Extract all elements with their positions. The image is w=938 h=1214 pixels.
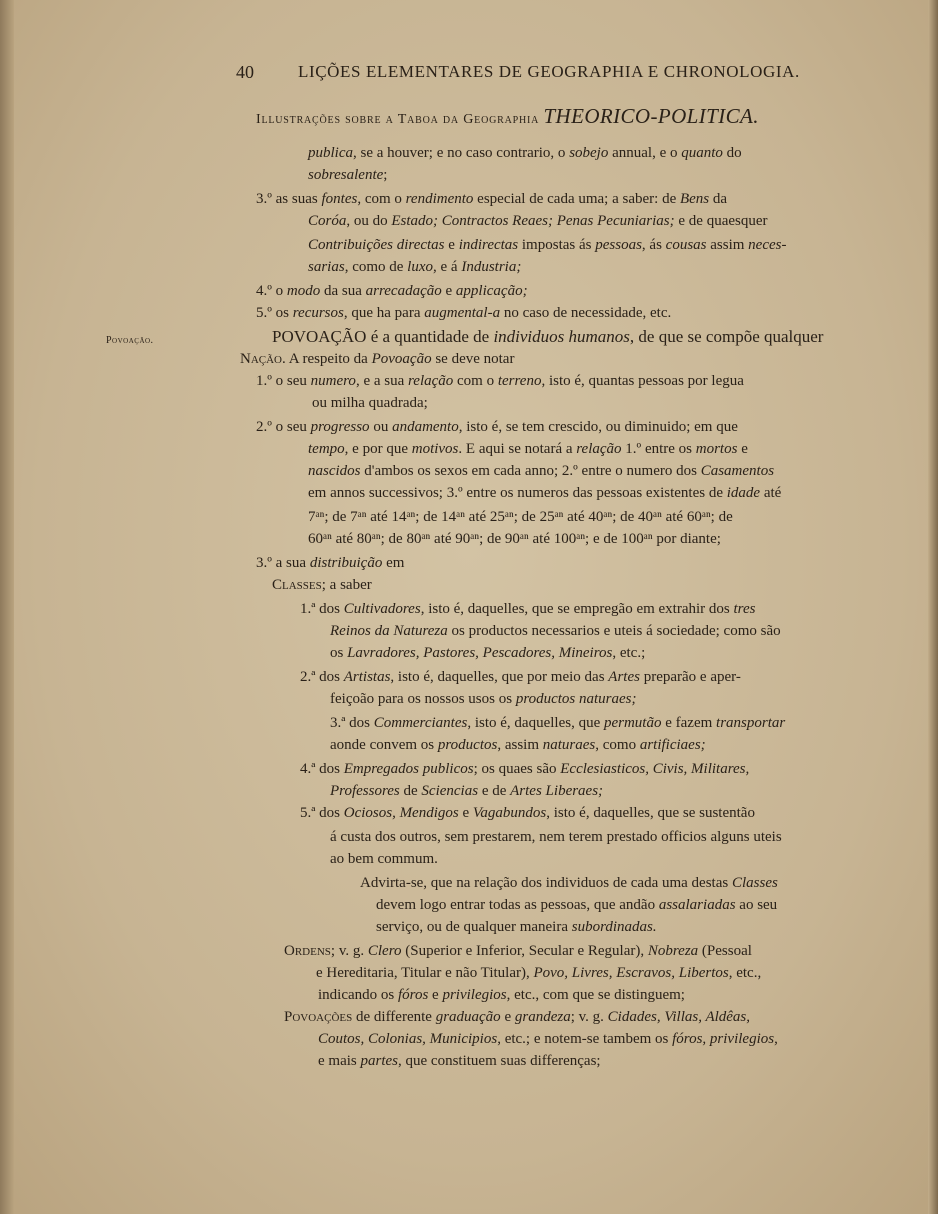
italic-segment: Industria; bbox=[461, 259, 522, 275]
text-segment: , isto é, daquelles, que se sustentão bbox=[546, 805, 755, 821]
italic-segment: productos bbox=[437, 737, 498, 753]
text-line bbox=[330, 688, 637, 710]
text-line bbox=[272, 574, 372, 596]
text-segment: , e á bbox=[433, 259, 462, 275]
text-line bbox=[330, 826, 782, 848]
italic-segment: tres bbox=[733, 601, 756, 617]
italic-segment: arrecadação bbox=[365, 283, 442, 299]
italic-segment: partes bbox=[360, 1053, 398, 1069]
text-segment: ou milha quadrada; bbox=[312, 395, 428, 411]
italic-segment: Clero bbox=[367, 943, 402, 959]
text-line bbox=[308, 210, 768, 232]
text-segment: serviço, ou de qualquer maneira bbox=[376, 919, 572, 935]
text-segment: , bbox=[774, 1031, 778, 1047]
italic-segment: rendimento bbox=[405, 191, 474, 207]
text-segment: e fazem bbox=[661, 715, 717, 731]
text-segment: , etc., com que se distinguem; bbox=[506, 987, 685, 1003]
text-segment: e bbox=[500, 1009, 515, 1025]
text-segment: , ou do bbox=[346, 213, 392, 229]
text-line bbox=[256, 302, 671, 324]
text-line bbox=[360, 872, 778, 894]
italic-segment: Ociosos, Mendigos bbox=[343, 805, 459, 821]
text-segment: d'ambos os sexos em cada anno; 2.º entre o numero dos bbox=[360, 463, 701, 479]
text-segment: de differente bbox=[352, 1009, 436, 1025]
text-line bbox=[300, 802, 755, 824]
text-segment: , de que se compõe qualquer bbox=[629, 327, 824, 346]
italic-segment: relação bbox=[408, 373, 454, 389]
text-segment: 7ᵃⁿ; de 7ᵃⁿ até 14ᵃⁿ; de 14ᵃⁿ até 25ᵃⁿ; de 25ᵃⁿ até 40ᵃⁿ; de 40ᵃⁿ até 60ᵃⁿ; de bbox=[308, 509, 733, 525]
italic-segment: progresso bbox=[310, 419, 370, 435]
italic-segment: fóros, privilegios bbox=[672, 1031, 775, 1047]
text-segment: assim bbox=[706, 237, 749, 253]
italic-segment: Artistas bbox=[343, 669, 391, 685]
text-line bbox=[240, 348, 514, 370]
text-segment: , isto é, daquelles, que por meio das bbox=[390, 669, 609, 685]
text-segment: 5.º os bbox=[256, 305, 293, 321]
text-line bbox=[256, 552, 404, 574]
text-line bbox=[308, 460, 774, 482]
text-segment: , isto é, quantas pessoas por legua bbox=[541, 373, 744, 389]
italic-segment: Professores bbox=[330, 783, 400, 799]
italic-segment: sobejo bbox=[569, 145, 609, 161]
italic-segment: luxo bbox=[407, 259, 433, 275]
italic-segment: privilegios bbox=[442, 987, 507, 1003]
text-segment: , com o bbox=[357, 191, 406, 207]
text-line bbox=[330, 620, 781, 642]
page-left-edge bbox=[0, 0, 14, 1214]
italic-segment: motivos bbox=[411, 441, 459, 457]
text-segment: . E aqui se notará a bbox=[458, 441, 577, 457]
text-segment: , etc.; bbox=[612, 645, 646, 661]
text-line bbox=[330, 848, 438, 870]
italic-segment: terreno bbox=[497, 373, 542, 389]
italic-segment: augmental-a bbox=[424, 305, 501, 321]
text-segment: da sua bbox=[320, 283, 366, 299]
text-line bbox=[308, 256, 521, 278]
smallcaps-segment: Ordens bbox=[284, 943, 331, 959]
italic-segment: nascidos bbox=[308, 463, 361, 479]
text-line bbox=[256, 370, 744, 392]
italic-segment: assalariadas bbox=[658, 897, 736, 913]
text-segment: de bbox=[399, 783, 422, 799]
text-segment: em annos successivos; 3.º entre os numeros das pessoas existentes de bbox=[308, 485, 727, 501]
text-line bbox=[376, 916, 657, 938]
text-segment: devem logo entrar todas as pessoas, que andão bbox=[376, 897, 659, 913]
smallcaps-segment: Classes bbox=[272, 577, 322, 593]
italic-segment: neces- bbox=[748, 237, 787, 253]
page-right-edge bbox=[928, 0, 938, 1214]
text-segment: preparão e aper- bbox=[639, 669, 741, 685]
text-segment: 3.ª dos bbox=[330, 715, 374, 731]
italic-segment: Cultivadores bbox=[343, 601, 421, 617]
text-segment: 1.ª dos bbox=[300, 601, 344, 617]
text-segment: ; os quaes são bbox=[473, 761, 561, 777]
italic-segment: indirectas bbox=[458, 237, 519, 253]
italic-segment: artificiaes; bbox=[639, 737, 706, 753]
text-line bbox=[256, 280, 528, 302]
italic-segment: Cidades, Villas, Aldêas, bbox=[607, 1009, 751, 1025]
text-segment: 3.º a sua bbox=[256, 555, 310, 571]
italic-segment: Coróa bbox=[308, 213, 347, 229]
text-segment: 3.º as suas bbox=[256, 191, 322, 207]
italic-segment: Povo, Livres, Escravos, Libertos bbox=[533, 965, 729, 981]
text-segment: ; v. g. bbox=[330, 943, 368, 959]
text-segment: 1.º entre os bbox=[621, 441, 696, 457]
text-line bbox=[316, 962, 761, 984]
italic-segment: relação bbox=[576, 441, 622, 457]
text-segment: da bbox=[709, 191, 728, 207]
text-segment: ao seu bbox=[735, 897, 778, 913]
text-segment: 4.º o bbox=[256, 283, 287, 299]
italic-segment: productos naturaes; bbox=[515, 691, 637, 707]
text-line bbox=[256, 416, 738, 438]
text-segment: no caso de necessidade, etc. bbox=[500, 305, 672, 321]
text-segment: 2.ª dos bbox=[300, 669, 344, 685]
smallcaps-segment: Povoações bbox=[284, 1009, 353, 1025]
text-segment: , como bbox=[595, 737, 640, 753]
italic-segment: pessoas bbox=[595, 237, 642, 253]
text-segment: e de quaesquer bbox=[674, 213, 768, 229]
italic-segment: fóros bbox=[398, 987, 429, 1003]
text-segment: aonde convem os bbox=[330, 737, 438, 753]
italic-segment: Estado; Contractos Reaes; Penas Pecuniarias; bbox=[391, 213, 675, 229]
italic-segment: Commerciantes bbox=[373, 715, 468, 731]
text-line bbox=[330, 642, 645, 664]
italic-segment: modo bbox=[286, 283, 321, 299]
text-segment: (Pessoal bbox=[698, 943, 752, 959]
italic-segment: Vagabundos bbox=[472, 805, 547, 821]
text-segment: e bbox=[737, 441, 748, 457]
text-line bbox=[284, 940, 752, 962]
italic-segment: Bens bbox=[679, 191, 710, 207]
page-number: 40 bbox=[236, 62, 254, 82]
text-segment: , como de bbox=[344, 259, 408, 275]
text-segment: , e a sua bbox=[355, 373, 408, 389]
italic-segment: sarias bbox=[308, 259, 345, 275]
text-segment: e bbox=[428, 987, 443, 1003]
text-line bbox=[318, 1028, 778, 1050]
text-segment: impostas ás bbox=[518, 237, 596, 253]
italic-segment: andamento bbox=[392, 419, 459, 435]
italic-segment: cousas bbox=[665, 237, 707, 253]
text-line bbox=[330, 734, 706, 756]
text-segment: os productos necessarios e uteis á sociedade; como são bbox=[447, 623, 781, 639]
section-subtitle bbox=[256, 104, 896, 129]
text-segment: , etc.; e notem-se tambem os bbox=[497, 1031, 673, 1047]
text-segment: ou bbox=[369, 419, 393, 435]
text-segment: , ás bbox=[641, 237, 666, 253]
italic-segment: permutão bbox=[603, 715, 662, 731]
text-segment: ao bem commum. bbox=[330, 851, 438, 867]
text-line bbox=[330, 780, 603, 802]
italic-segment: grandeza bbox=[514, 1009, 571, 1025]
text-segment: , e por que bbox=[344, 441, 412, 457]
text-segment: POVOAÇÃO é a quantidade de bbox=[272, 327, 494, 346]
text-segment: , que constituem suas differenças; bbox=[398, 1053, 601, 1069]
subtitle-italic: THEORICO-POLITICA. bbox=[543, 104, 759, 128]
text-segment: . A respeito da bbox=[282, 351, 372, 367]
text-segment: , assim bbox=[497, 737, 543, 753]
text-segment: se deve notar bbox=[431, 351, 515, 367]
text-segment: 2.º o seu bbox=[256, 419, 311, 435]
italic-segment: Lavradores, Pastores, Pescadores, Mineiros bbox=[347, 645, 613, 661]
text-line bbox=[308, 506, 733, 528]
text-segment: e Hereditaria, Titular e não Titular), bbox=[316, 965, 534, 981]
text-line bbox=[272, 326, 823, 348]
subtitle-smallcaps: Illustrações sobre a Taboa da Geographia bbox=[256, 112, 540, 127]
text-segment: á custa dos outros, sem prestarem, nem terem prestado officios alguns uteis bbox=[330, 829, 782, 845]
text-segment: 4.ª dos bbox=[300, 761, 344, 777]
italic-segment: Artes bbox=[608, 669, 640, 685]
text-segment: annual, e o bbox=[608, 145, 682, 161]
italic-segment: subordinadas. bbox=[571, 919, 657, 935]
text-segment: ; a saber bbox=[321, 577, 372, 593]
text-segment: , isto é, se tem crescido, ou diminuido; em que bbox=[458, 419, 738, 435]
text-segment: 60ᵃⁿ até 80ᵃⁿ; de 80ᵃⁿ até 90ᵃⁿ; de 90ᵃⁿ até 100ᵃⁿ; e de 100ᵃⁿ por diante; bbox=[308, 531, 721, 547]
margin-note: Povoação. bbox=[106, 335, 154, 346]
text-line bbox=[330, 712, 785, 734]
text-line bbox=[256, 188, 727, 210]
italic-segment: numero bbox=[310, 373, 356, 389]
italic-segment: Sciencias bbox=[421, 783, 479, 799]
text-line bbox=[308, 482, 781, 504]
italic-segment: idade bbox=[726, 485, 761, 501]
italic-segment: Empregados publicos bbox=[343, 761, 474, 777]
text-segment: e bbox=[444, 237, 459, 253]
text-segment: (Superior e Inferior, Secular e Regular), bbox=[401, 943, 648, 959]
italic-segment: Ecclesiasticos, Civis, Militares, bbox=[560, 761, 750, 777]
running-title: LIÇÕES ELEMENTARES DE GEOGRAPHIA E CHRONOLOGIA. bbox=[298, 62, 800, 81]
text-segment: ; v. g. bbox=[570, 1009, 608, 1025]
italic-segment: individuos humanos bbox=[493, 327, 630, 346]
italic-segment: Nobreza bbox=[647, 943, 699, 959]
text-segment: do bbox=[722, 145, 742, 161]
italic-segment: Classes bbox=[731, 875, 778, 891]
text-line bbox=[308, 528, 721, 550]
text-segment: e bbox=[441, 283, 456, 299]
italic-segment: transportar bbox=[716, 715, 786, 731]
text-segment: 1.º o seu bbox=[256, 373, 311, 389]
text-segment: e mais bbox=[318, 1053, 361, 1069]
text-segment: e de bbox=[478, 783, 511, 799]
text-line bbox=[300, 666, 741, 688]
text-line bbox=[318, 984, 685, 1006]
text-segment: ; bbox=[383, 167, 388, 183]
text-line bbox=[308, 142, 742, 164]
text-line bbox=[284, 1006, 750, 1028]
text-segment: , isto é, daquelles, que bbox=[467, 715, 604, 731]
italic-segment: applicação; bbox=[455, 283, 528, 299]
text-segment: feiçoão para os nossos usos os bbox=[330, 691, 516, 707]
text-line bbox=[318, 1050, 601, 1072]
text-line bbox=[300, 758, 749, 780]
text-segment: os bbox=[330, 645, 348, 661]
text-line bbox=[376, 894, 777, 916]
italic-segment: distribuição bbox=[309, 555, 383, 571]
text-segment: , etc., bbox=[728, 965, 762, 981]
text-segment: até bbox=[760, 485, 782, 501]
italic-segment: mortos bbox=[695, 441, 738, 457]
smallcaps-segment: Nação bbox=[240, 351, 283, 367]
text-segment: 5.ª dos bbox=[300, 805, 344, 821]
italic-segment: graduação bbox=[435, 1009, 501, 1025]
italic-segment: Reinos da Natureza bbox=[330, 623, 448, 639]
text-line bbox=[308, 234, 786, 256]
text-segment: indicando os bbox=[318, 987, 398, 1003]
text-line bbox=[308, 164, 387, 186]
italic-segment: sobresalente bbox=[308, 167, 384, 183]
text-line bbox=[300, 598, 755, 620]
text-segment: especial de cada uma; a saber: de bbox=[473, 191, 680, 207]
text-segment: com o bbox=[453, 373, 498, 389]
italic-segment: Povoação bbox=[371, 351, 432, 367]
text-segment: em bbox=[382, 555, 405, 571]
italic-segment: publica bbox=[308, 145, 353, 161]
text-segment: , se a houver; e no caso contrario, o bbox=[353, 145, 570, 161]
text-segment: , que ha para bbox=[343, 305, 425, 321]
italic-segment: naturaes bbox=[542, 737, 596, 753]
italic-segment: Artes Liberaes; bbox=[510, 783, 604, 799]
italic-segment: Casamentos bbox=[700, 463, 775, 479]
text-line bbox=[312, 392, 428, 414]
italic-segment: quanto bbox=[681, 145, 723, 161]
text-segment: Advirta-se, que na relação dos individuos de cada uma destas bbox=[360, 875, 732, 891]
italic-segment: fontes bbox=[321, 191, 358, 207]
italic-segment: tempo bbox=[308, 441, 345, 457]
italic-segment: Contribuições directas bbox=[308, 237, 445, 253]
italic-segment: Coutos, Colonias, Municipios bbox=[318, 1031, 498, 1047]
text-segment: e bbox=[458, 805, 473, 821]
text-line bbox=[308, 438, 748, 460]
text-segment: , isto é, daquelles, que se empregão em extrahir dos bbox=[420, 601, 734, 617]
italic-segment: recursos bbox=[292, 305, 344, 321]
